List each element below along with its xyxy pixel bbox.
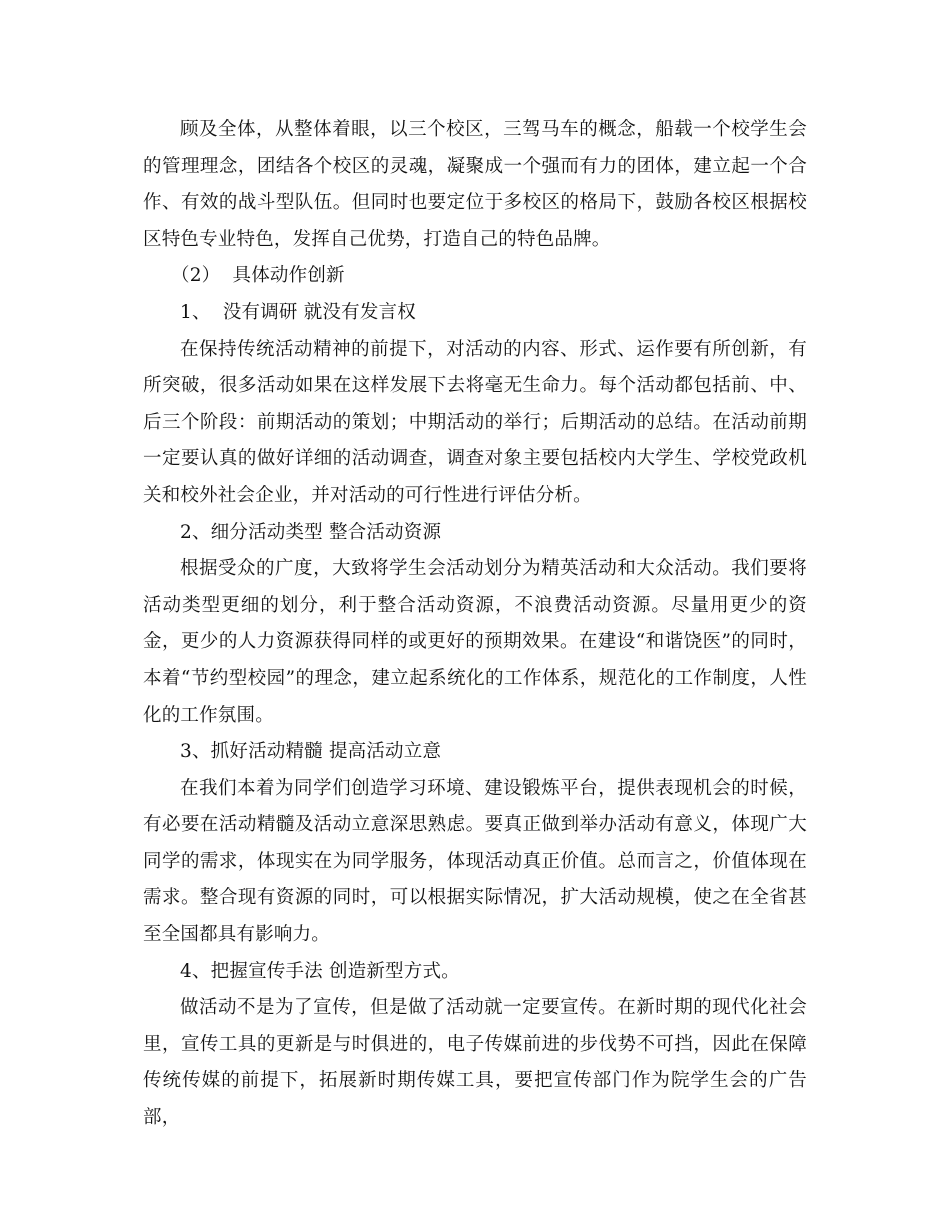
item-heading-4: 4、把握宣传手法 创造新型方式。: [180, 960, 460, 982]
paragraph-item-4: 做活动不是为了宣传，但是做了活动就一定要宣传。在新时期的现代化社会里，宣传工具的更新是与时俱进的，电子传媒前进的步伐势不可挡，因此在保障传统传媒的前提下，拓展新时期传媒工具，要把宣传部门作为院学生会的广告部，: [143, 997, 807, 1129]
paragraph-overview: 顾及全体，从整体着眼，以三个校区，三驾马车的概念，船载一个校学生会的管理理念，团结各个校区的灵魂，凝聚成一个强而有力的团体，建立起一个合作、有效的战斗型队伍。但同时也要定位于多校区的格局下，鼓励各校区根据校区特色专业特色，发挥自己优势，打造自己的特色品牌。: [143, 119, 807, 250]
item-heading-2: 2、细分活动类型 整合活动资源: [180, 521, 442, 543]
item-heading-3: 3、抓好活动精髓 提高活动立意: [180, 741, 442, 763]
item-heading-1: 1、 没有调研 就没有发言权: [180, 301, 416, 323]
paragraph-item-1: 在保持传统活动精神的前提下，对活动的内容、形式、运作要有所创新，有所突破，很多活动如果在这样发展下去将毫无生命力。每个活动都包括前、中、后三个阶段：前期活动的策划；中期活动的举行；后期活动的总结。在活动前期一定要认真的做好详细的活动调查，调查对象主要包括校内大学生、学校党政机关和校外社会企业，并对活动的可行性进行评估分析。: [143, 338, 807, 506]
document-page: [143, 112, 807, 1137]
paragraph-item-3: 在我们本着为同学们创造学习环境、建设锻炼平台，提供表现机会的时候，有必要在活动精髓及活动立意深思熟虑。要真正做到举办活动有意义，体现广大同学的需求，体现实在为同学服务，体现活动真正价值。总而言之，价值体现在需求。整合现有资源的同时，可以根据实际情况，扩大活动规模，使之在全省甚至全国都具有影响力。: [143, 777, 807, 946]
section-heading-specific-innovation: （2） 具体动作创新: [171, 265, 345, 287]
paragraph-item-2: 根据受众的广度，大致将学生会活动划分为精英活动和大众活动。我们要将活动类型更细的划分，利于整合活动资源，不浪费活动资源。尽量用更少的资金，更少的人力资源获得同样的或更好的预期效果。在建设“和谐饶医”的同时，本着“节约型校园”的理念，建立起系统化的工作体系，规范化的工作制度，人性化的工作氛围。: [143, 558, 807, 726]
